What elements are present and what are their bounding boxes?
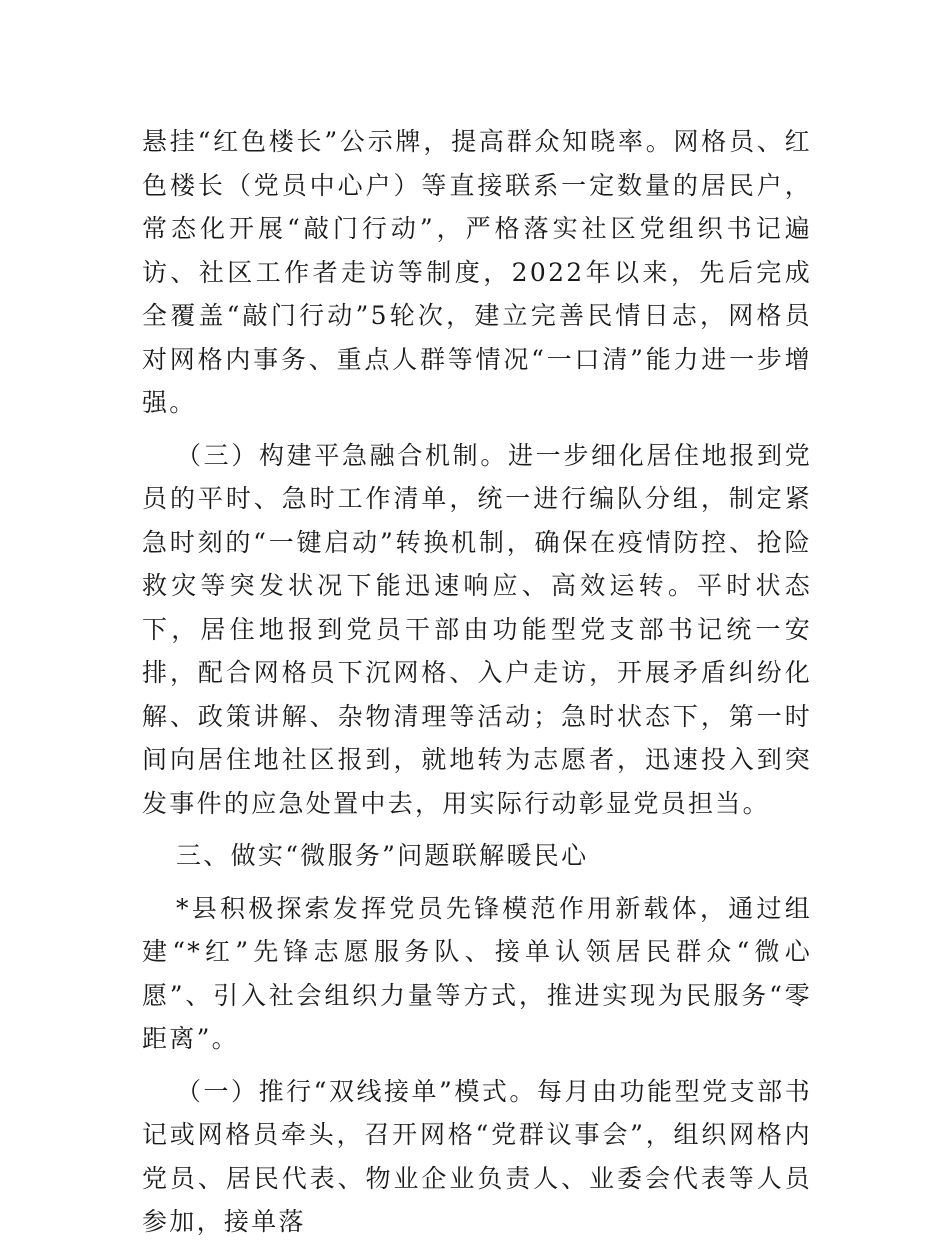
paragraph-continued: 悬挂“红色楼长”公示牌，提高群众知晓率。网格员、红色楼长（党员中心户）等直接联系一定数量的居民户，常态化开展“敲门行动”，严格落实社区党组织书记遍访、社区工作者走访等制度，2022年以来，先后完成全覆盖“敲门行动”5轮次，建立完善民情日志，网格员对网格内事务、重点人群等情况“一口清”能力进一步增强。 <box>142 127 812 417</box>
section-heading: 三、做实“微服务”问题联解暖民心 <box>176 841 589 870</box>
paragraph-emergency-mechanism: （三）构建平急融合机制。进一步细化居住地报到党员的平时、急时工作清单，统一进行编队分组，制定紧急时刻的“一键启动”转换机制，确保在疫情防控、抢险救灾等突发状况下能迅速响应、高效运转。平时状态下，居住地报到党员干部由功能型党支部书记统一安排，配合网格员下沉网格、入户走访，开展矛盾纠纷化解、政策讲解、杂物清理等活动；急时状态下，第一时间向居住地社区报到，就地转为志愿者，迅速投入到突发事件的应急处置中去，用实际行动彰显党员担当。 <box>142 440 812 818</box>
paragraph-dual-line: （一）推行“双线接单”模式。每月由功能型党支部书记或网格员牵头，召开网格“党群议事会”，组织网格内党员、居民代表、物业企业负责人、业委会代表等人员参加，接单落 <box>142 1076 812 1236</box>
paragraph-intro: *县积极探索发挥党员先锋模范作用新载体，通过组建“*红”先锋志愿服务队、接单认领居民群众“微心愿”、引入社会组织力量等方式，推进实现为民服务“零距离”。 <box>142 893 812 1053</box>
document-body <box>142 120 812 1253</box>
